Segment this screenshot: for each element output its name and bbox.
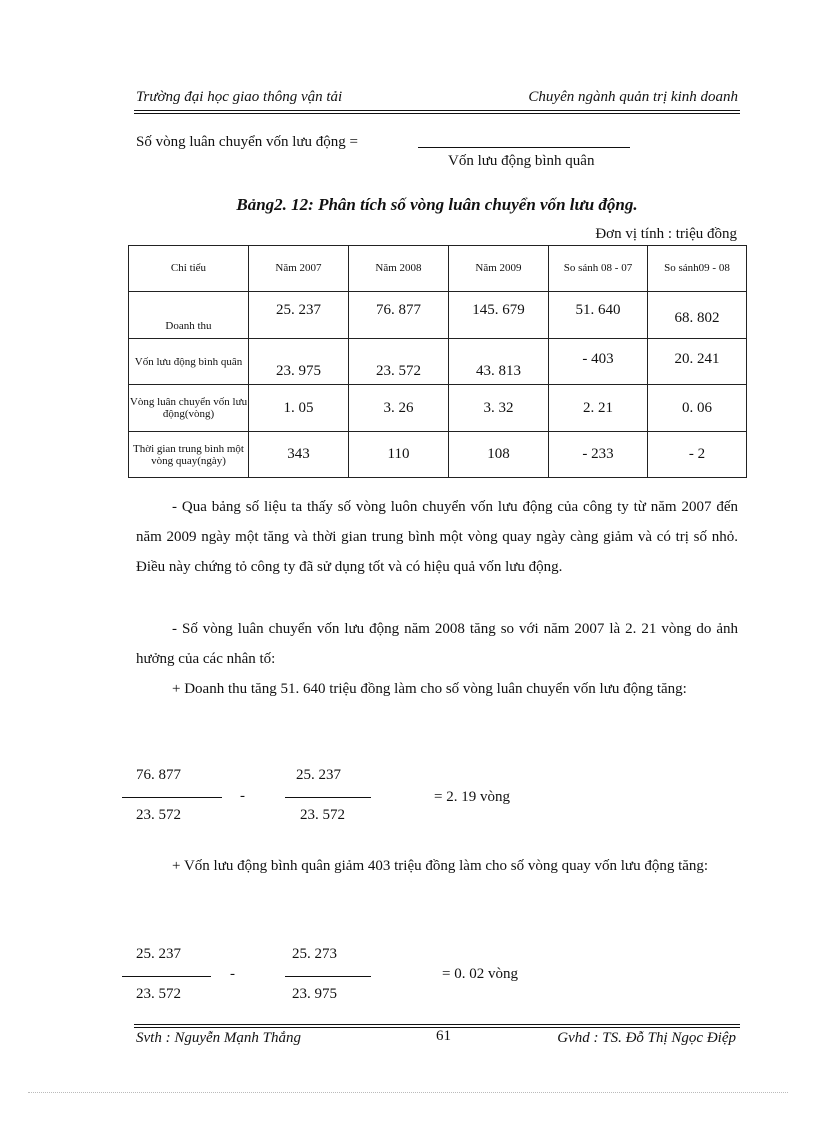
calc2-line-1: [122, 976, 211, 977]
calc1-numerator-1: 76. 877: [136, 767, 181, 783]
table-cell: 51. 640: [549, 292, 648, 339]
table-title: Bảng2. 12: Phân tích số vòng luân chuyển vốn lưu động.: [236, 195, 638, 214]
table-cell: 3. 32: [449, 385, 549, 432]
table-cell: 145. 679: [449, 292, 549, 339]
table-header-cell: So sánh 08 - 07: [549, 246, 648, 292]
table-cell: 23. 572: [349, 339, 449, 385]
table-cell: - 2: [648, 432, 747, 478]
page-number: 61: [436, 1028, 451, 1044]
table-header-cell: So sánh09 - 08: [648, 246, 747, 292]
table-header-cell: Năm 2009: [449, 246, 549, 292]
formula-denominator: Vốn lưu động bình quân: [448, 153, 595, 169]
paragraph-increase: - Số vòng luân chuyển vốn lưu động năm 2008 tăng so với năm 2007 là 2. 21 vòng do ảnh hưởng của các nhân tố:: [136, 621, 738, 667]
table-cell: 1. 05: [249, 385, 349, 432]
calc2-numerator-2: 25. 273: [292, 946, 337, 962]
header-rule-2: [134, 113, 740, 114]
table-cell: - 403: [549, 339, 648, 385]
table-cell: 43. 813: [449, 339, 549, 385]
calc2-denominator-1: 23. 572: [136, 986, 181, 1002]
calc1-minus: -: [240, 788, 245, 804]
header-rule: [134, 110, 740, 111]
table-header-row: [129, 246, 747, 292]
formula-lhs: Số vòng luân chuyển vốn lưu động =: [136, 134, 358, 150]
row-label: Doanh thu: [129, 292, 249, 339]
table-cell: 20. 241: [648, 339, 747, 385]
table-row: [129, 339, 747, 385]
row-label: Vòng luân chuyển vốn lưu động(vòng): [129, 385, 249, 432]
paragraph-capital-factor: + Vốn lưu động bình quân giảm 403 triệu đồng làm cho số vòng quay vốn lưu động tăng:: [172, 858, 709, 874]
calc1-denominator-1: 23. 572: [136, 807, 181, 823]
header-school: Trường đại học giao thông vận tải: [136, 89, 343, 105]
calc2-denominator-2: 23. 975: [292, 986, 337, 1002]
footer-rule: [134, 1024, 740, 1025]
calc2-line-2: [285, 976, 371, 977]
table-cell: 2. 21: [549, 385, 648, 432]
row-label: Thời gian trung bình một vòng quay(ngày): [129, 432, 249, 478]
table-header-cell: Chỉ tiểu: [129, 246, 249, 292]
data-table: [128, 245, 747, 478]
table-cell: 3. 26: [349, 385, 449, 432]
calc1-result: = 2. 19 vòng: [434, 789, 510, 805]
table-cell: 23. 975: [249, 339, 349, 385]
row-label: Vốn lưu động bình quân: [129, 339, 249, 385]
formula-fraction-line: [418, 147, 630, 148]
table-cell: 0. 06: [648, 385, 747, 432]
page-bottom-border: [28, 1092, 788, 1093]
header-major: Chuyên ngành quản trị kinh doanh: [528, 89, 738, 105]
table-cell: 108: [449, 432, 549, 478]
paragraph-revenue-factor: + Doanh thu tăng 51. 640 triệu đồng làm cho số vòng luân chuyển vốn lưu động tăng:: [172, 681, 687, 697]
calc2-result: = 0. 02 vòng: [442, 966, 518, 982]
calc2-minus: -: [230, 966, 235, 982]
paragraph-analysis: - Qua bảng số liệu ta thấy số vòng luôn chuyển vốn lưu động của công ty từ năm 2007 đến năm 2009 ngày một tăng và thời gian trung bình một vòng quay ngày càng giảm và có trị số nhỏ. Điều này chứng tỏ công ty đã sử dụng tốt và có hiệu quả vốn lưu động.: [136, 499, 738, 575]
table-header-cell: Năm 2008: [349, 246, 449, 292]
calc1-numerator-2: 25. 237: [296, 767, 341, 783]
calc1-line-1: [122, 797, 222, 798]
table-row: [129, 432, 747, 478]
footer-student: Svth : Nguyễn Mạnh Thắng: [136, 1030, 301, 1046]
calc1-denominator-2: 23. 572: [300, 807, 345, 823]
table-cell: 343: [249, 432, 349, 478]
table-cell: - 233: [549, 432, 648, 478]
table-cell: 110: [349, 432, 449, 478]
table-header-cell: Năm 2007: [249, 246, 349, 292]
table-cell: 25. 237: [249, 292, 349, 339]
table-row: [129, 292, 747, 339]
calc2-numerator-1: 25. 237: [136, 946, 181, 962]
table-cell: 76. 877: [349, 292, 449, 339]
table-unit: Đơn vị tính : triệu đồng: [595, 226, 737, 242]
table-cell: 68. 802: [648, 292, 747, 339]
footer-supervisor: Gvhd : TS. Đỗ Thị Ngọc Điệp: [557, 1030, 736, 1046]
calc1-line-2: [285, 797, 371, 798]
table-row: [129, 385, 747, 432]
